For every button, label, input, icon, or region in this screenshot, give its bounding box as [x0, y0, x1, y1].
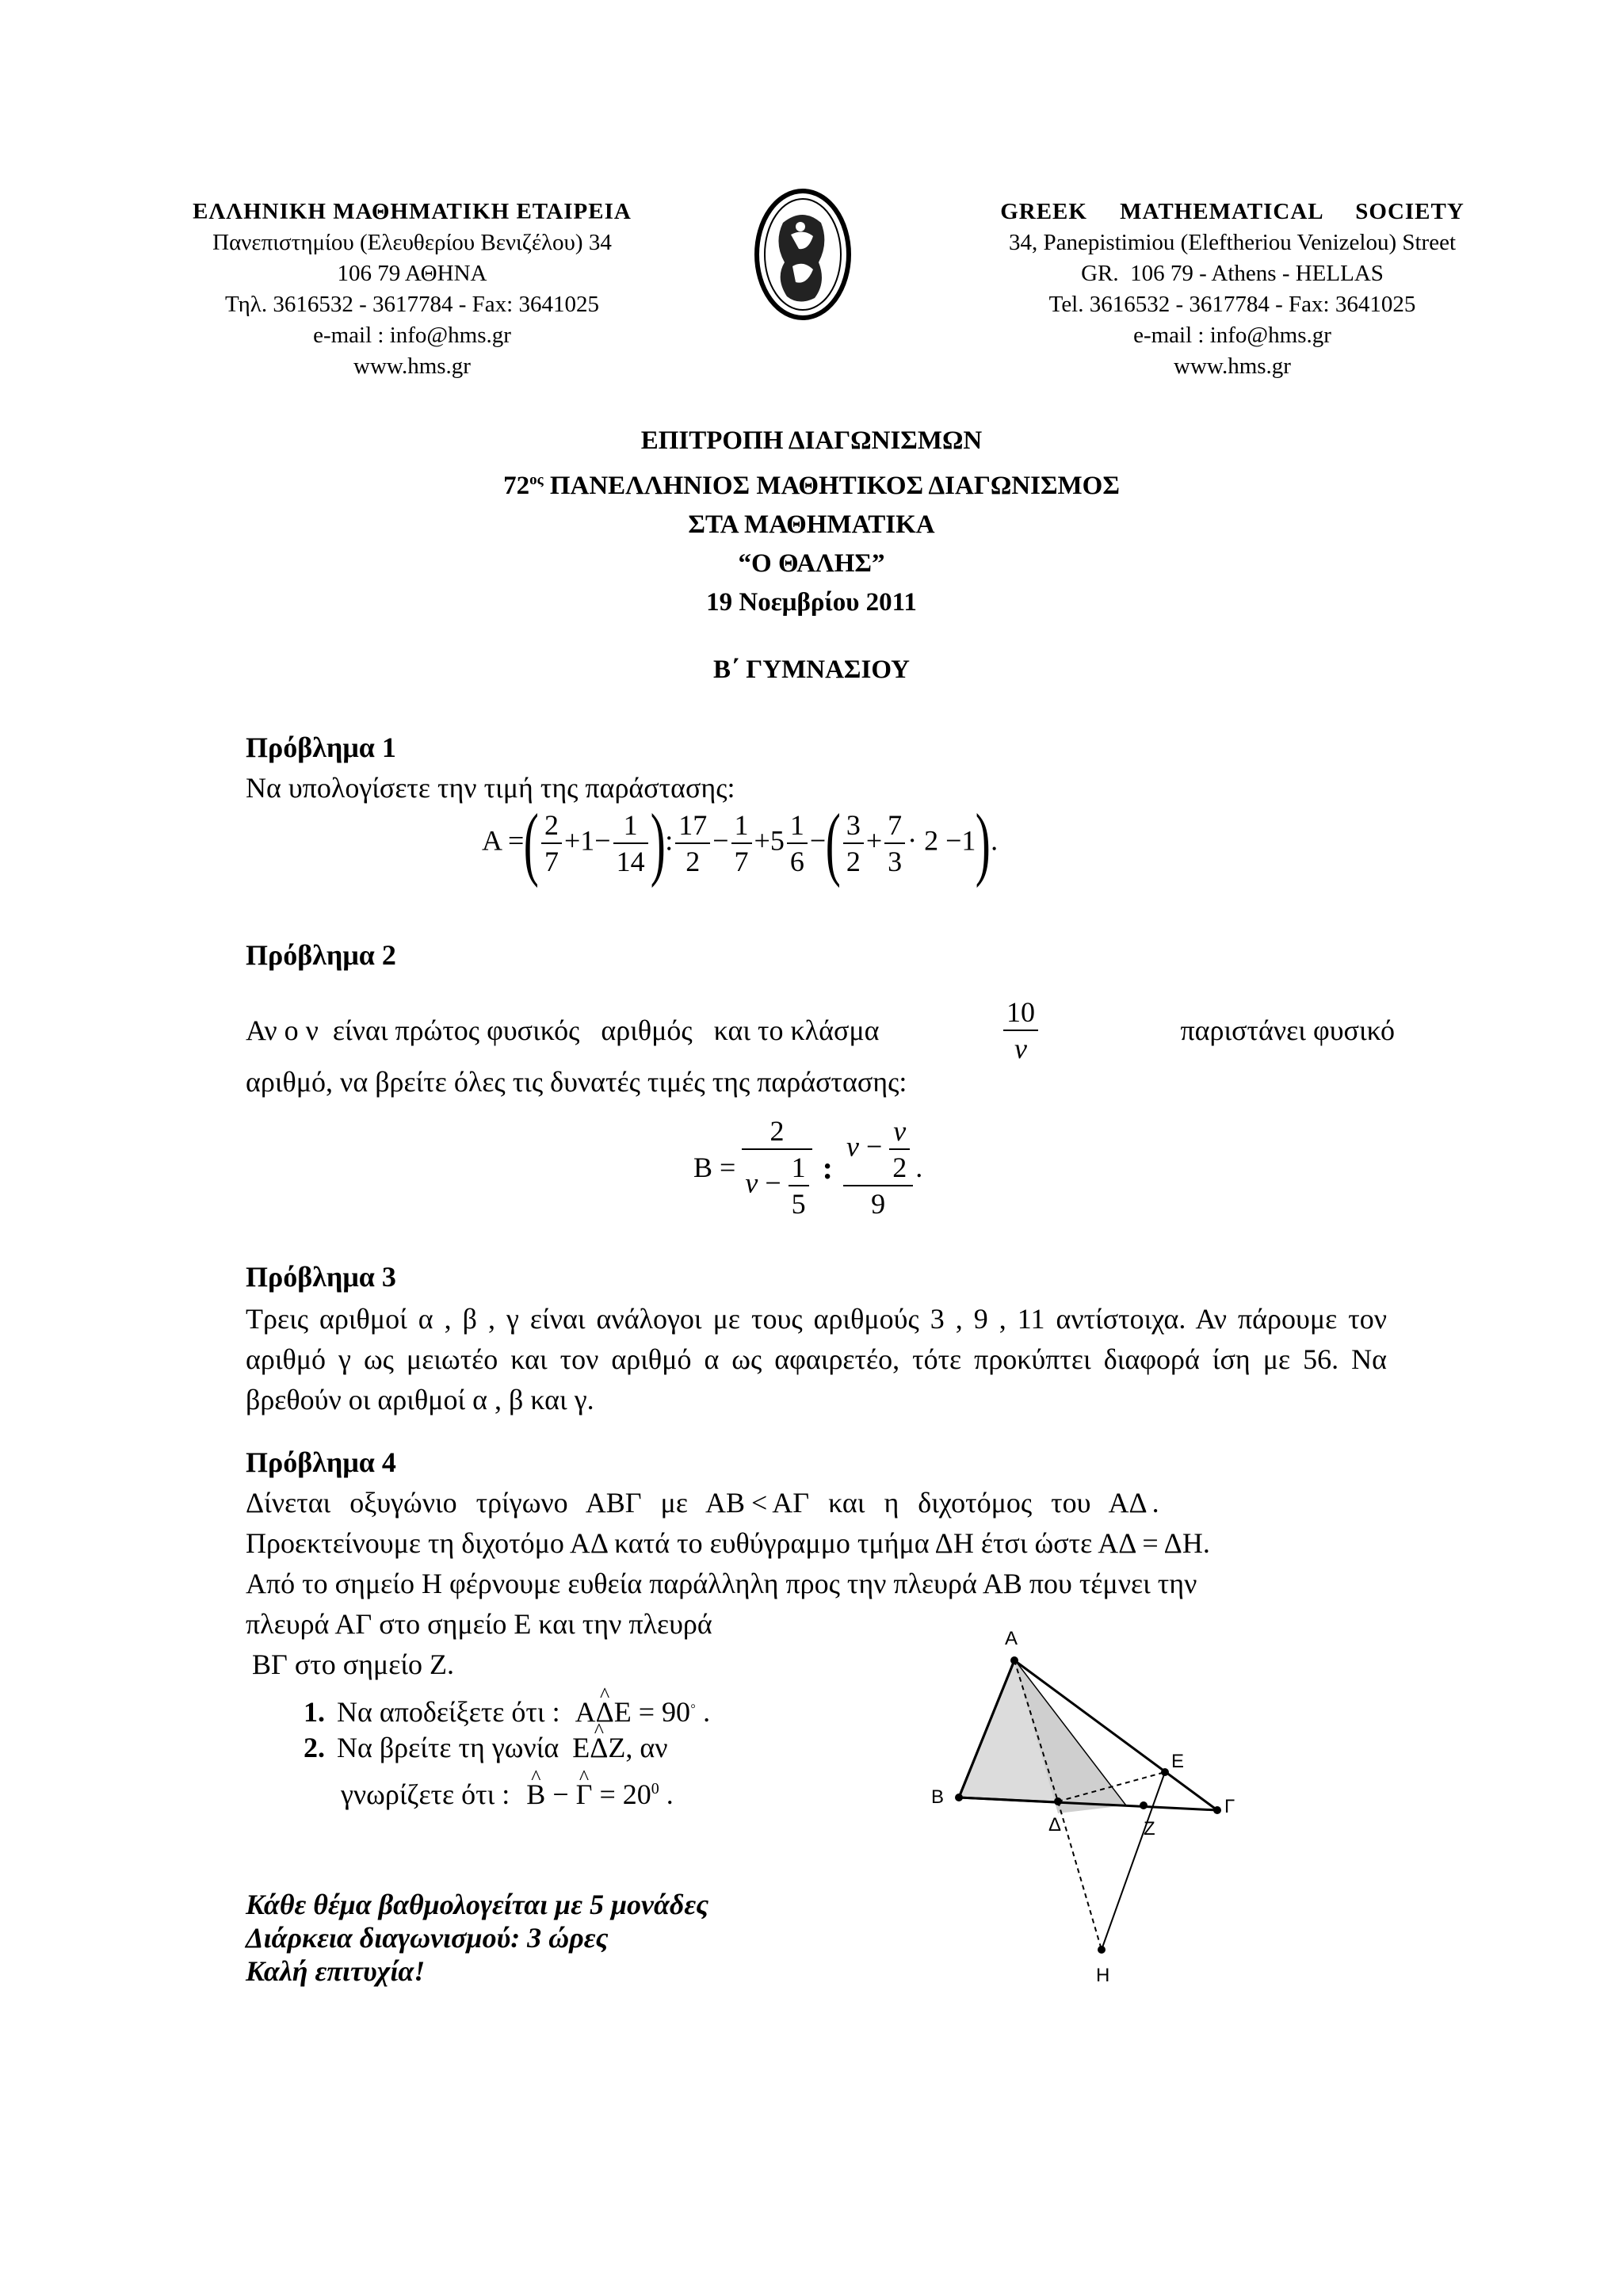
label-d: Δ	[1048, 1814, 1062, 1836]
problem-2-text-a: Αν ο ν είναι πρώτος φυσικός αριθμός και το κλάσμα	[246, 1014, 880, 1046]
web-greek: www.hms.gr	[353, 353, 471, 379]
problem-4-line4: πλευρά ΑΓ στο σημείο Ε και την πλευρά	[246, 1608, 712, 1640]
problem-4-question-1: 1. Να αποδείξετε ότι : Α^ ΔΕ = 90◦ .	[304, 1687, 710, 1733]
problem-1-title: Πρόβλημα 1	[246, 732, 396, 763]
header-left	[143, 197, 682, 382]
city-greek: 106 79 ΑΘΗΝΑ	[337, 261, 487, 286]
triangle-figure	[919, 1625, 1252, 2037]
fraction-10-over-nu: $\frac{10}{\nu}$	[1003, 995, 1038, 1066]
problem-4-line2: Προεκτείνουμε τη διχοτόμο ΑΔ κατά το ευθύγραμμο τμήμα ΔΗ έτσι ώστε ΑΔ = ΔΗ.	[246, 1527, 1210, 1559]
problem-4-line5: ΒΓ στο σημείο Ζ.	[252, 1648, 455, 1680]
problem-4-question-2-cont: γνωρίζετε ότι : ^ Β − ^ $\Gamma = 20^0$ .	[341, 1769, 674, 1815]
problem-3-text: Τρεις αριθμοί α , β , γ είναι ανάλογοι με τους αριθμούς 3 , 9 , 11 αντίστοιχα. Αν πάρουμε τον αριθμό γ ως μειωτέο και τον αριθμό α ως αφαιρετέο, τότε προκύπτει διαφορά ίση με 56. Να βρεθούν οι αριθμοί α , β και γ.	[246, 1303, 1387, 1415]
problem-4-question-2: 2. Να βρείτε τη γωνία Ε^ ΔΖ, αν	[304, 1728, 668, 1768]
contest-date: 19 Νοεμβρίου 2011	[706, 588, 917, 617]
org-name-english: GREEK MATHEMATICAL SOCIETY	[1000, 199, 1465, 224]
problem-3	[246, 1257, 1387, 1420]
label-h: Η	[1096, 1965, 1110, 1986]
contest-name: “Ο ΘΑΛΗΣ”	[738, 549, 885, 578]
problem-1-expression: A =( $\frac{2}{7}$ +1− $\frac{1}{14}$ ): $\frac{17}{2}$ − $\frac{1}{7}$ +5 $\frac{1}{6}$ −( $\frac{3}{2}$ + $\frac{7}{3}$ · 2 −1).	[482, 797, 999, 888]
city-english: GR. 106 79 - Athens - HELLAS	[1081, 261, 1384, 286]
email-greek: e-mail : info@hms.gr	[313, 323, 511, 348]
society-logo	[751, 187, 854, 322]
label-z: Ζ	[1144, 1818, 1155, 1839]
web-english: www.hms.gr	[1174, 353, 1291, 379]
problem-4-line3: Από το σημείο Η φέρνουμε ευθεία παράλληλη προς την πλευρά ΑΒ που τέμνει την	[246, 1568, 1197, 1599]
duration-note: Διάρκεια διαγωνισμού: 3 ώρες	[246, 1922, 609, 1954]
problem-2-text-c: αριθμό, να βρείτε όλες τις δυνατές τιμές της παράστασης:	[246, 1066, 907, 1098]
problem-2-title: Πρόβλημα 2	[246, 939, 396, 971]
label-g: Γ	[1224, 1796, 1235, 1817]
problem-2-line1	[246, 995, 1395, 1066]
label-e: Ε	[1171, 1751, 1185, 1772]
good-luck-note: Καλή επιτυχία!	[246, 1955, 426, 1987]
label-a: Α	[1005, 1628, 1018, 1649]
problem-4-title: Πρόβλημα 4	[246, 1446, 396, 1478]
problem-2	[246, 935, 1395, 976]
email-english: e-mail : info@hms.gr	[1133, 323, 1331, 348]
problem-1-text: Να υπολογίσετε την τιμή της παράστασης:	[246, 772, 735, 804]
problem-4-line1: Δίνεται οξυγώνιο τρίγωνο ΑΒΓ με ΑΒ < ΑΓ και η διχοτόμος του ΑΔ .	[246, 1487, 1159, 1519]
closing-notes	[246, 1888, 708, 1988]
address-english: 34, Panepistimiou (Eleftheriou Venizelou) Street	[1008, 230, 1457, 255]
header-right	[947, 197, 1518, 382]
subject-title: ΣΤΑ ΜΑΘΗΜΑΤΙΚΑ	[688, 510, 935, 539]
committee-title: ΕΠΙΤΡΟΠΗ ΔΙΑΓΩΝΙΣΜΩΝ	[640, 426, 983, 455]
org-name-greek: ΕΛΛΗΝΙΚΗ ΜΑΘΗΜΑΤΙΚΗ ΕΤΑΙΡΕΙΑ	[193, 199, 632, 224]
problem-1	[246, 728, 1395, 808]
phone-english: Tel. 3616532 - 3617784 - Fax: 3641025	[1048, 292, 1416, 317]
phone-greek: Τηλ. 3616532 - 3617784 - Fax: 3641025	[225, 292, 599, 317]
address-greek: Πανεπιστημίου (Ελευθερίου Βενιζέλου) 34	[212, 230, 612, 255]
label-b: Β	[931, 1786, 945, 1808]
extension-dh	[1058, 1801, 1102, 1950]
contest-title: $72^{o\varsigma}$ ΠΑΝΕΛΛΗΝΙΟΣ ΜΑΘΗΤΙΚΟΣ ΔΙΑΓΩΝΙΣΜΟΣ	[503, 472, 1120, 500]
title-block	[0, 422, 1623, 690]
grading-note: Κάθε θέμα βαθμολογείται με 5 μονάδες	[246, 1889, 709, 1920]
problem-3-title: Πρόβλημα 3	[246, 1261, 396, 1293]
problem-2-text-b: παριστάνει φυσικό	[1180, 1014, 1395, 1046]
grade-title: Β΄ ΓΥΜΝΑΣΙΟΥ	[713, 655, 910, 684]
problem-2-expression: B = 2 ν − $\frac{1}{5}$ : ν − $\frac{\nu}{2}$ 9 .	[693, 1115, 923, 1220]
